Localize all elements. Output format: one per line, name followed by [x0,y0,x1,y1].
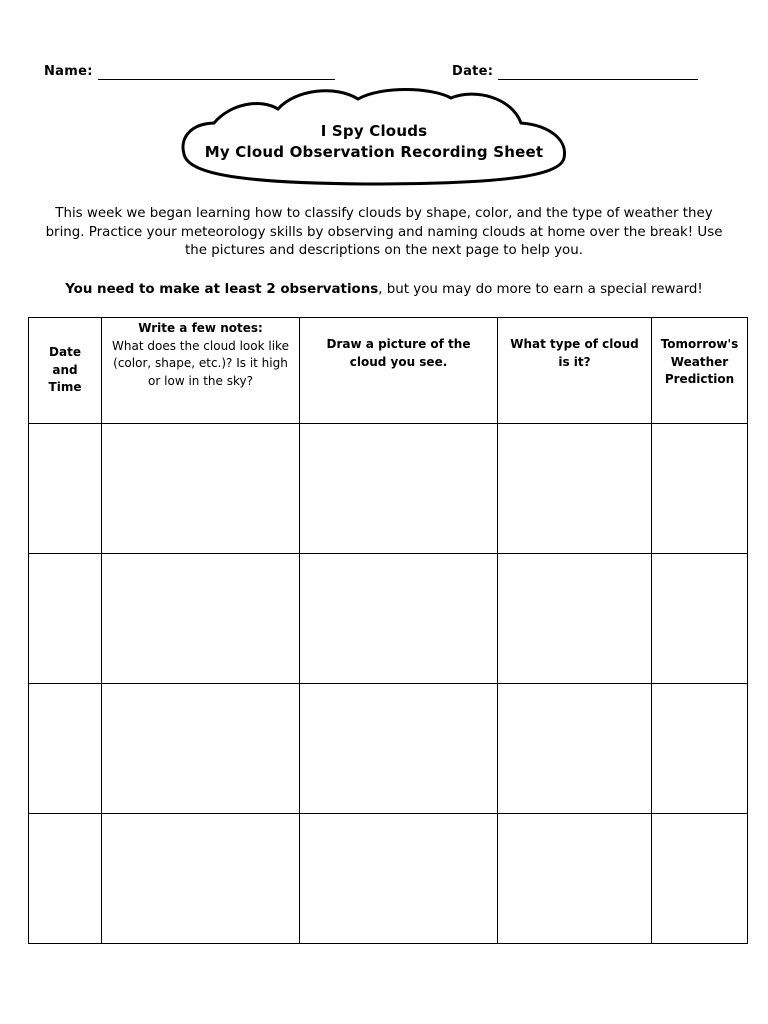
cell-drawing[interactable] [300,814,498,944]
header-notes-title: Write a few notes: [138,321,263,335]
cell-date-time[interactable] [29,684,102,814]
title-line-2: My Cloud Observation Recording Sheet [204,143,544,161]
intro-paragraph: This week we began learning how to classify clouds by shape, color, and the type of weather they bring. Practice your meteorology skills by observing and naming clouds at home over the break! Use the pictures and descriptions on the next page to help you. [45,206,723,258]
cell-date-time[interactable] [29,814,102,944]
cell-prediction[interactable] [652,814,748,944]
table-row [29,424,748,554]
cell-cloud-type[interactable] [498,684,652,814]
name-label: Name: [44,64,93,79]
cell-notes[interactable] [102,554,300,684]
cell-prediction[interactable] [652,684,748,814]
header-notes-body: What does the cloud look like (color, shape, etc.)? Is it high or low in the sky? [112,338,289,388]
header-prediction: Tomorrow's Weather Prediction [652,318,748,424]
requirement-sentence [30,281,738,299]
header-date-time: Date and Time [29,318,102,424]
requirement-bold: You need to make at least 2 observations [65,282,379,297]
date-field[interactable] [498,79,698,80]
cell-prediction[interactable] [652,554,748,684]
title-line-1: I Spy Clouds [320,122,428,140]
cell-cloud-type[interactable] [498,554,652,684]
cell-notes[interactable] [102,814,300,944]
header-notes [102,318,300,424]
table-row [29,684,748,814]
cell-notes[interactable] [102,684,300,814]
cell-drawing[interactable] [300,424,498,554]
cell-cloud-type[interactable] [498,424,652,554]
cell-drawing[interactable] [300,554,498,684]
table-header-row [29,318,748,424]
cell-date-time[interactable] [29,554,102,684]
requirement-rest: , but you may do more to earn a special reward! [378,282,703,297]
name-field[interactable] [98,79,335,80]
date-label: Date: [452,64,494,79]
header-draw: Draw a picture of the cloud you see. [300,318,498,424]
observation-table [28,317,748,944]
table-row [29,554,748,684]
cell-notes[interactable] [102,424,300,554]
header-cloud-type: What type of cloud is it? [498,318,652,424]
cell-prediction[interactable] [652,424,748,554]
cell-cloud-type[interactable] [498,814,652,944]
cell-date-time[interactable] [29,424,102,554]
table-row [29,814,748,944]
cell-drawing[interactable] [300,684,498,814]
